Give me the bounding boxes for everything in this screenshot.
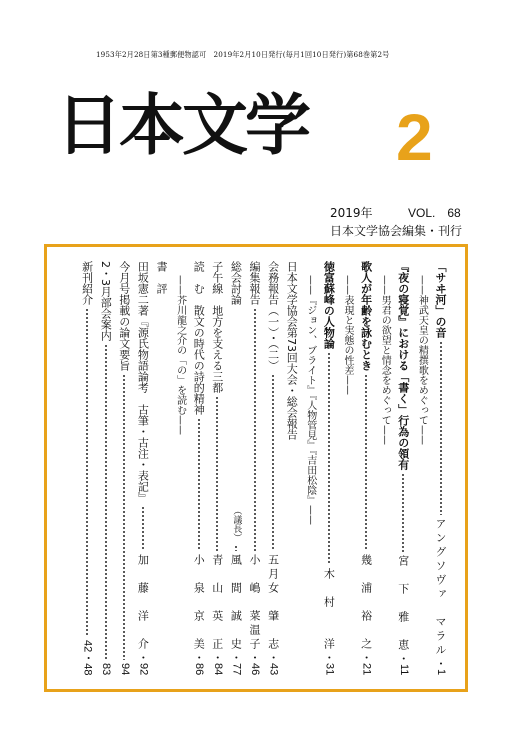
toc-leader-dots — [440, 341, 442, 515]
toc-subtitle-text: ——芥川龍之介の「の」を読む—— — [174, 275, 186, 435]
toc-entry-title: 「サヰ河」の音 — [434, 261, 447, 338]
toc-entry-title: 会務報告（一）・（二） — [266, 261, 280, 371]
toc-entry-title: 子午線 地方を支える三都 — [210, 261, 224, 393]
toc-leader-dots — [235, 545, 237, 551]
toc-entry — [100, 261, 111, 675]
toc-entry — [398, 261, 409, 675]
toc-subtitle — [342, 261, 352, 675]
toc-separator: ・ — [359, 651, 373, 663]
volume-number: VOL. 68 — [408, 206, 461, 220]
toc-entry — [268, 261, 279, 675]
toc-entry-title: 編集報告 — [248, 261, 261, 305]
toc-leader-dots — [254, 308, 256, 551]
toc-entry-page: 46 — [249, 662, 261, 675]
toc-separator: ・ — [210, 651, 224, 663]
toc-separator: ・ — [266, 651, 280, 663]
toc-entry — [119, 261, 130, 675]
toc-entry-page: 43 — [267, 662, 280, 675]
toc-leader-dots — [216, 396, 218, 551]
toc-entry-title: 読 む 散文の時代の詩的精神 — [192, 261, 206, 415]
toc-entry — [249, 261, 260, 675]
toc-separator: ・ — [322, 651, 336, 663]
toc-entry — [361, 261, 372, 675]
toc-entry — [323, 261, 334, 675]
issue-year: 2019年 — [330, 206, 373, 220]
toc-entry-title: 2・3月部会案内 — [99, 261, 113, 341]
toc-subtitle — [305, 261, 315, 675]
toc-entry-page: 21 — [360, 662, 373, 675]
toc-entry-author: 木 村 洋 — [322, 567, 336, 652]
toc-entry-author: アングソヴァ マラル — [434, 517, 447, 658]
table-of-contents — [44, 244, 468, 692]
toc-separator: ・ — [434, 657, 447, 669]
toc-entry-title: 総会討論 — [229, 261, 243, 305]
toc-entry — [156, 261, 167, 675]
toc-entry-author: 小 泉 京 美 — [192, 553, 206, 652]
toc-entry — [212, 261, 223, 675]
toc-subtitle-text: ——神武天皇の精撰歌をめぐって—— — [416, 275, 428, 445]
publisher: 日本文学協会編集・刊行 — [330, 224, 463, 238]
toc-entry-author: 加 藤 洋 介 — [136, 553, 150, 652]
toc-leader-dots — [86, 308, 88, 637]
toc-subtitle — [416, 261, 426, 675]
toc-entry — [82, 261, 93, 675]
toc-separator: ・ — [229, 651, 243, 663]
toc-entry-page: 77 — [230, 662, 243, 675]
toc-subtitle-text: ——男君の欲望と情念をめぐって—— — [379, 275, 391, 445]
toc-subtitle — [175, 261, 185, 675]
toc-subtitle-text: ——表現と実態の性差—— — [342, 275, 353, 395]
toc-entry-author: 宮 下 雅 恵 — [396, 554, 410, 653]
toc-entry-author: 幾 浦 裕 之 — [359, 553, 373, 652]
toc-entry-title: 歌人が年齢を詠むとき — [359, 261, 373, 371]
toc-entry — [435, 261, 446, 675]
toc-entry-note: （議長） — [231, 505, 242, 542]
toc-entry — [286, 261, 297, 675]
toc-entry-author: 風 間 誠 史 — [229, 553, 243, 652]
toc-entry — [137, 261, 148, 675]
toc-leader-dots — [198, 418, 200, 551]
toc-leader-dots — [142, 506, 144, 551]
toc-leader-dots — [402, 473, 404, 552]
toc-subtitle-text: ——『ジョン、ブライト』『人物管見』『吉田松陰』—— — [304, 275, 316, 525]
toc-entry-title: 徳富蘇峰の人物論 — [322, 261, 336, 349]
toc-entry-title: 書 評 — [155, 261, 168, 294]
toc-entry-page: 83 — [100, 662, 113, 675]
toc-entry-author: 五月女 肇 志 — [266, 553, 280, 652]
toc-separator: ・ — [396, 652, 410, 664]
toc-entry-page: 31 — [323, 662, 336, 675]
toc-entry-author: 青 山 英 正 — [210, 553, 224, 652]
journal-title: 日本文学 — [56, 86, 308, 164]
toc-entry-page: 11 — [397, 663, 410, 675]
toc-entry-title: 田坂憲二著『源氏物語論考 古筆・古注・表記』 — [136, 261, 150, 503]
toc-entry-page: 84 — [211, 662, 224, 675]
toc-entry-page: 92 — [137, 662, 150, 675]
toc-leader-dots — [272, 374, 274, 551]
toc-separator: ・ — [192, 651, 206, 663]
toc-entry-title: 『夜の寝覚』における「書く」行為の領有 — [396, 261, 410, 470]
toc-entry-title: 今月号掲載の論文要旨 — [117, 261, 131, 371]
toc-entry — [230, 261, 241, 675]
toc-subtitle — [379, 261, 389, 675]
toc-entry — [193, 261, 204, 675]
toc-entry-title: 日本文学協会第73回大会・総会報告 — [285, 261, 299, 440]
toc-entry-author: 小 嶋 菜温子 — [248, 553, 261, 652]
toc-entry-page: 1 — [435, 668, 447, 675]
toc-entry-page: 94 — [118, 662, 131, 675]
toc-separator: ・ — [136, 651, 150, 663]
toc-leader-dots — [123, 374, 125, 660]
toc-separator: ・ — [248, 651, 261, 663]
toc-entry-title: 新刊紹介 — [80, 261, 94, 305]
postal-notice: 1953年2月28日第3種郵便物認可 2019年2月10日発行(毎月1回10日発行)第68巻第2号 — [96, 50, 390, 59]
toc-entry-page: 42・48 — [81, 639, 94, 675]
toc-leader-dots — [365, 374, 367, 551]
toc-leader-dots — [105, 344, 107, 660]
toc-entry-page: 86 — [193, 662, 206, 675]
issue-number: 2 — [396, 100, 433, 174]
toc-leader-dots — [328, 352, 330, 565]
